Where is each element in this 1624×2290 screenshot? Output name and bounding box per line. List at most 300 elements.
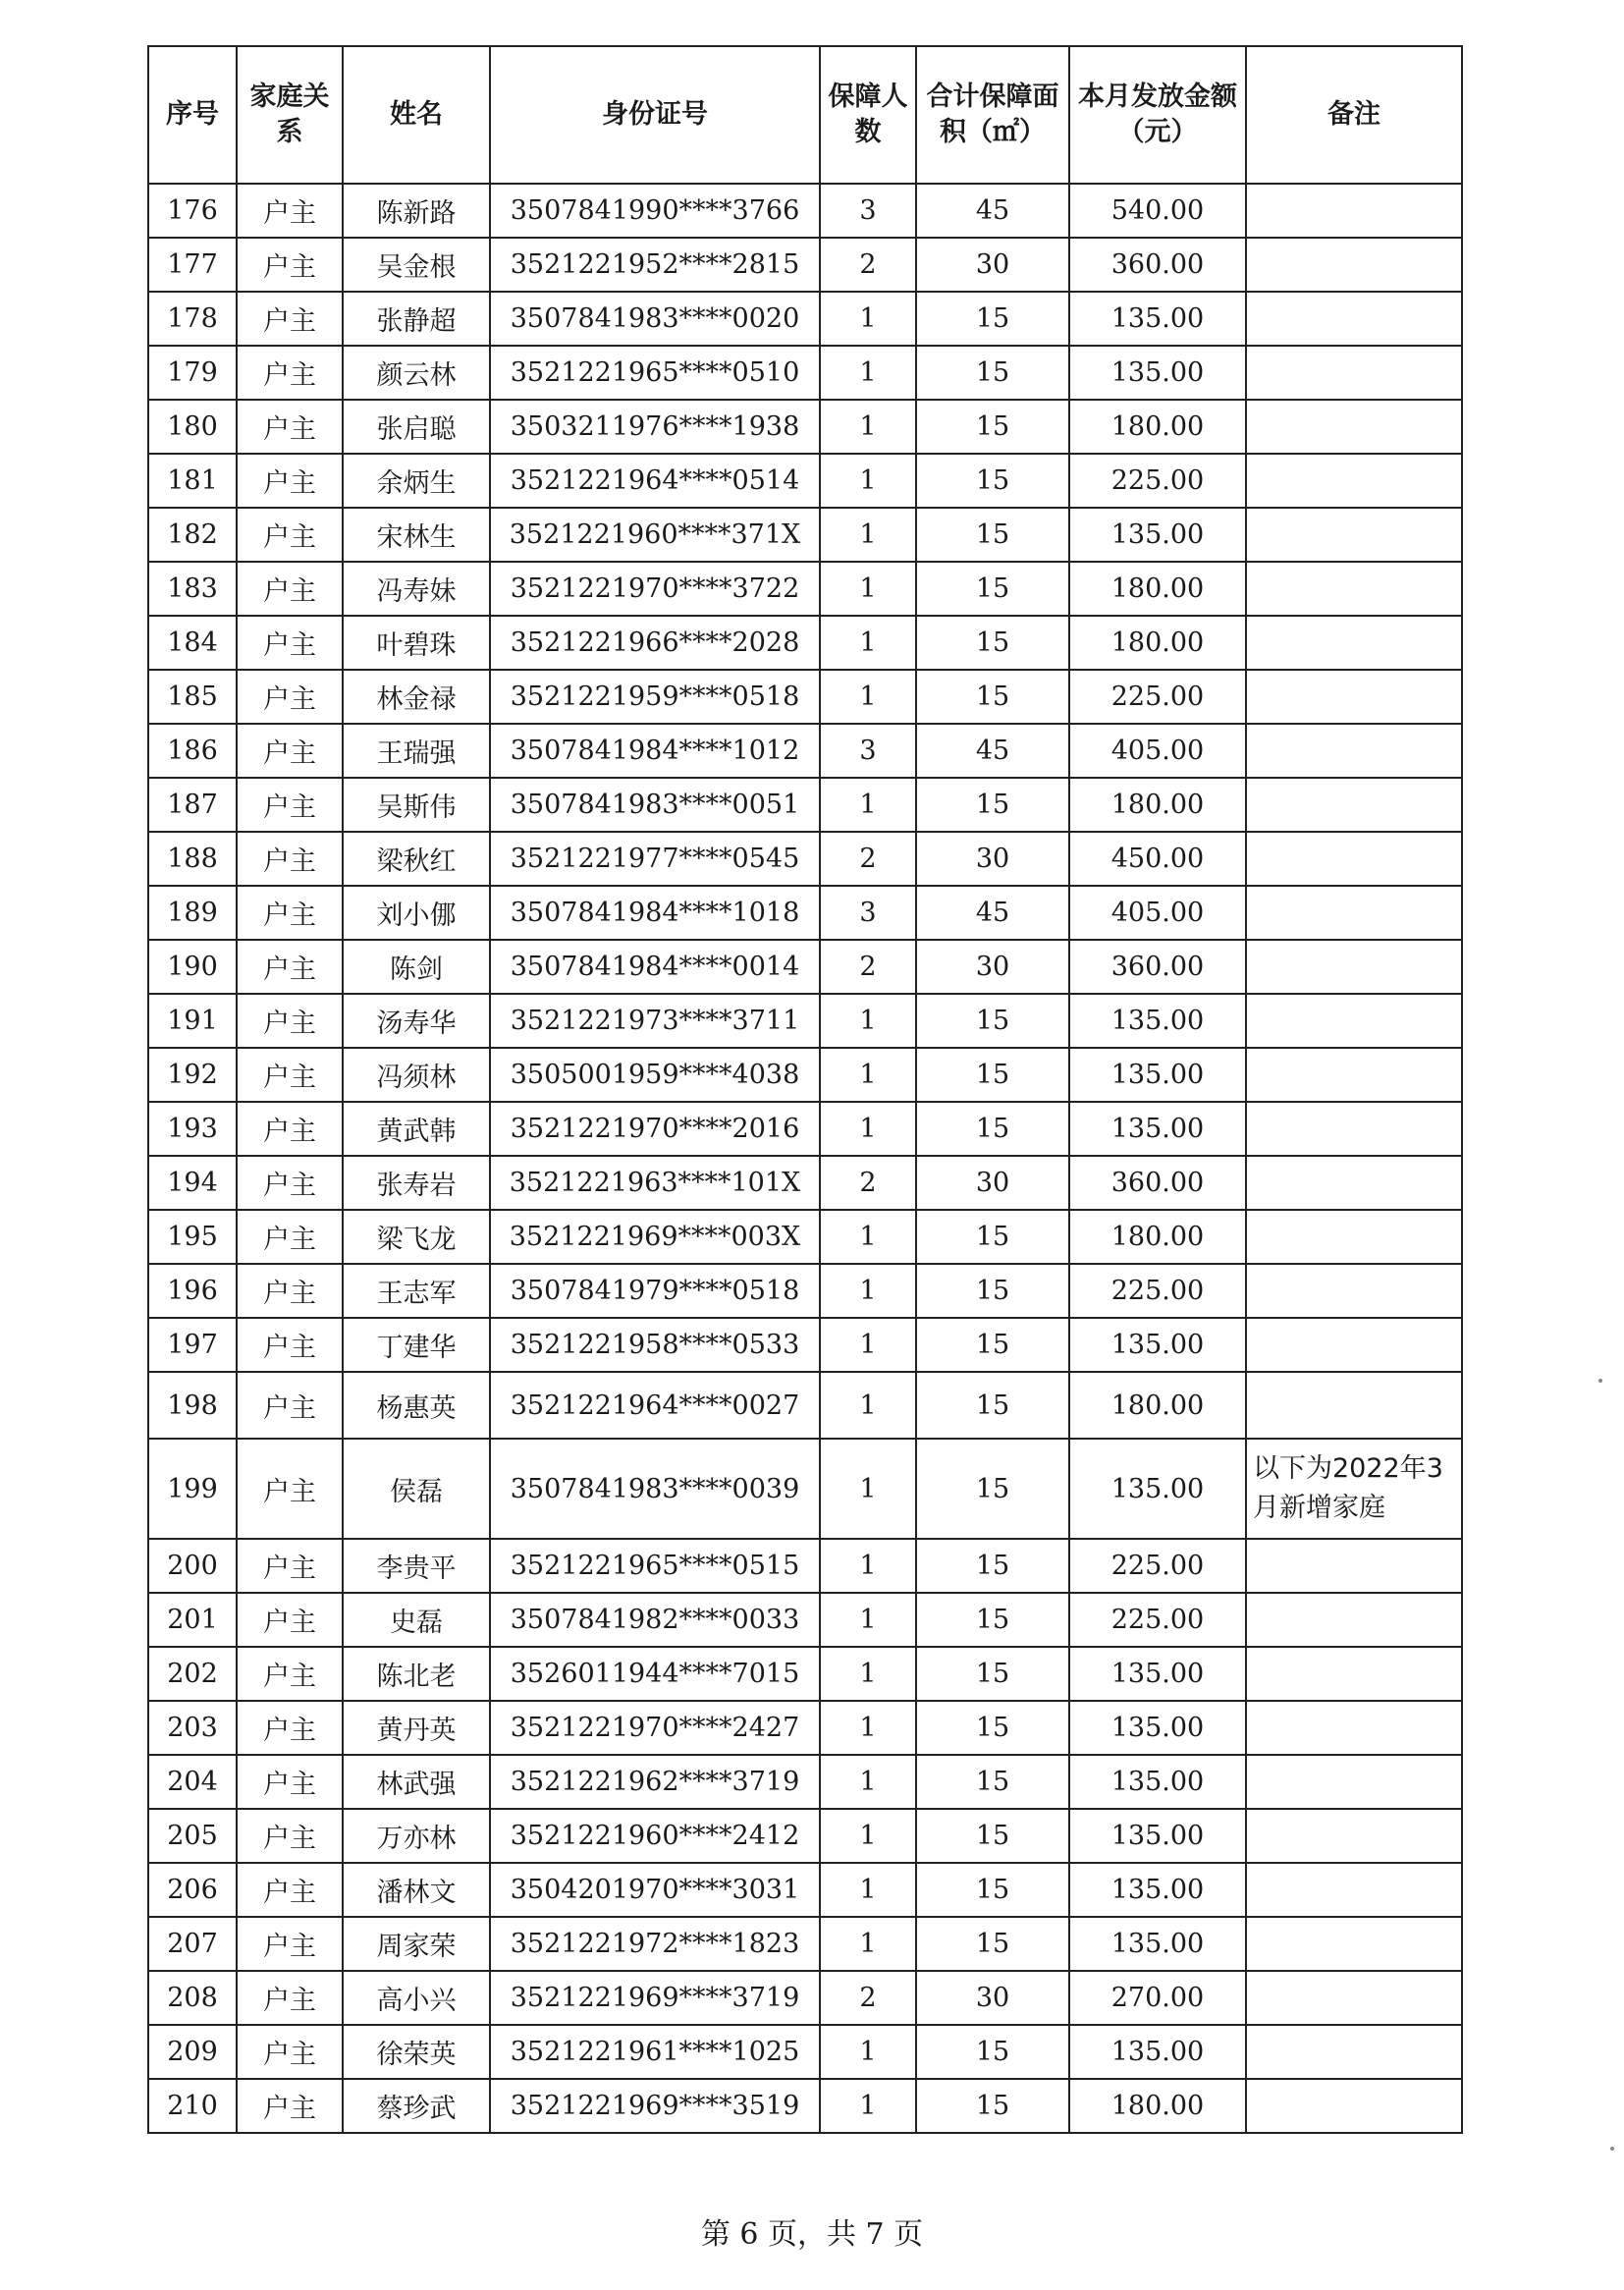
cell-amount: 405.00 xyxy=(1069,724,1246,778)
cell-remark xyxy=(1246,1102,1462,1156)
cell-area: 15 xyxy=(916,1863,1069,1917)
table-row xyxy=(148,1701,1462,1755)
cell-amount: 225.00 xyxy=(1069,1539,1246,1593)
cell-id-number: 3521221966****2028 xyxy=(490,616,820,670)
cell-amount: 135.00 xyxy=(1069,1102,1246,1156)
table-header xyxy=(148,46,1462,184)
cell-name: 史磊 xyxy=(343,1593,490,1647)
table-row xyxy=(148,724,1462,778)
cell-relation: 户主 xyxy=(237,1210,343,1264)
cell-amount: 135.00 xyxy=(1069,1439,1246,1539)
cell-remark xyxy=(1246,778,1462,832)
cell-name: 张静超 xyxy=(343,292,490,346)
cell-area: 15 xyxy=(916,2025,1069,2079)
cell-relation: 户主 xyxy=(237,724,343,778)
cell-id-number: 3521221952****2815 xyxy=(490,238,820,292)
cell-remark xyxy=(1246,1372,1462,1439)
cell-relation: 户主 xyxy=(237,1048,343,1102)
cell-id-number: 3521221958****0533 xyxy=(490,1318,820,1372)
cell-amount: 225.00 xyxy=(1069,670,1246,724)
cell-seq: 178 xyxy=(148,292,237,346)
table-row xyxy=(148,184,1462,238)
cell-amount: 180.00 xyxy=(1069,2079,1246,2133)
cell-name: 叶碧珠 xyxy=(343,616,490,670)
cell-name: 林金禄 xyxy=(343,670,490,724)
cell-name: 潘林文 xyxy=(343,1863,490,1917)
cell-area: 15 xyxy=(916,616,1069,670)
subsidy-roster-table xyxy=(147,45,1463,2134)
cell-seq: 185 xyxy=(148,670,237,724)
cell-seq: 198 xyxy=(148,1372,237,1439)
cell-amount: 405.00 xyxy=(1069,886,1246,940)
cell-area: 15 xyxy=(916,508,1069,562)
cell-area: 15 xyxy=(916,1539,1069,1593)
cell-amount: 135.00 xyxy=(1069,508,1246,562)
cell-id-number: 3521221977****0545 xyxy=(490,832,820,886)
cell-id-number: 3521221970****2016 xyxy=(490,1102,820,1156)
cell-relation: 户主 xyxy=(237,1701,343,1755)
header-remark: 备注 xyxy=(1246,46,1462,184)
cell-seq: 197 xyxy=(148,1318,237,1372)
cell-name: 张寿岩 xyxy=(343,1156,490,1210)
cell-relation: 户主 xyxy=(237,1439,343,1539)
cell-id-number: 3521221964****0027 xyxy=(490,1372,820,1439)
cell-remark xyxy=(1246,616,1462,670)
table-row xyxy=(148,886,1462,940)
cell-persons: 1 xyxy=(820,1755,916,1809)
cell-name: 梁飞龙 xyxy=(343,1210,490,1264)
cell-amount: 135.00 xyxy=(1069,1863,1246,1917)
cell-persons: 1 xyxy=(820,454,916,508)
cell-seq: 179 xyxy=(148,346,237,400)
cell-relation: 户主 xyxy=(237,400,343,454)
cell-area: 30 xyxy=(916,1156,1069,1210)
cell-remark xyxy=(1246,724,1462,778)
cell-amount: 135.00 xyxy=(1069,1755,1246,1809)
cell-relation: 户主 xyxy=(237,886,343,940)
cell-amount: 135.00 xyxy=(1069,2025,1246,2079)
cell-name: 陈新路 xyxy=(343,184,490,238)
cell-persons: 1 xyxy=(820,346,916,400)
cell-relation: 户主 xyxy=(237,1863,343,1917)
cell-persons: 1 xyxy=(820,508,916,562)
cell-amount: 135.00 xyxy=(1069,994,1246,1048)
table-row xyxy=(148,1439,1462,1539)
cell-id-number: 3504201970****3031 xyxy=(490,1863,820,1917)
cell-seq: 177 xyxy=(148,238,237,292)
cell-seq: 176 xyxy=(148,184,237,238)
cell-persons: 3 xyxy=(820,886,916,940)
cell-area: 15 xyxy=(916,1755,1069,1809)
cell-name: 吴金根 xyxy=(343,238,490,292)
cell-remark xyxy=(1246,1701,1462,1755)
cell-seq: 189 xyxy=(148,886,237,940)
cell-persons: 2 xyxy=(820,1971,916,2025)
table-row xyxy=(148,1971,1462,2025)
cell-id-number: 3521221959****0518 xyxy=(490,670,820,724)
cell-id-number: 3503211976****1938 xyxy=(490,400,820,454)
cell-amount: 135.00 xyxy=(1069,1318,1246,1372)
cell-persons: 1 xyxy=(820,1539,916,1593)
cell-persons: 1 xyxy=(820,1372,916,1439)
table-row xyxy=(148,400,1462,454)
cell-amount: 180.00 xyxy=(1069,400,1246,454)
cell-remark xyxy=(1246,238,1462,292)
cell-persons: 1 xyxy=(820,2025,916,2079)
cell-area: 15 xyxy=(916,1102,1069,1156)
cell-amount: 180.00 xyxy=(1069,616,1246,670)
cell-remark xyxy=(1246,1863,1462,1917)
cell-remark xyxy=(1246,1755,1462,1809)
cell-area: 15 xyxy=(916,778,1069,832)
cell-persons: 2 xyxy=(820,238,916,292)
cell-remark xyxy=(1246,2025,1462,2079)
cell-name: 高小兴 xyxy=(343,1971,490,2025)
cell-remark xyxy=(1246,994,1462,1048)
cell-area: 45 xyxy=(916,184,1069,238)
cell-id-number: 3521221973****3711 xyxy=(490,994,820,1048)
cell-id-number: 3505001959****4038 xyxy=(490,1048,820,1102)
cell-area: 15 xyxy=(916,1439,1069,1539)
cell-seq: 193 xyxy=(148,1102,237,1156)
cell-seq: 202 xyxy=(148,1647,237,1701)
table-row xyxy=(148,1372,1462,1439)
cell-id-number: 3521221964****0514 xyxy=(490,454,820,508)
page-number: 第 6 页，共 7 页 xyxy=(700,2217,924,2252)
cell-id-number: 3507841983****0020 xyxy=(490,292,820,346)
cell-area: 30 xyxy=(916,940,1069,994)
table-row xyxy=(148,670,1462,724)
cell-remark xyxy=(1246,2079,1462,2133)
table-row xyxy=(148,346,1462,400)
header-amount: 本月发放金额（元） xyxy=(1069,46,1246,184)
cell-amount: 225.00 xyxy=(1069,454,1246,508)
cell-amount: 135.00 xyxy=(1069,1809,1246,1863)
cell-relation: 户主 xyxy=(237,1593,343,1647)
cell-amount: 180.00 xyxy=(1069,1210,1246,1264)
cell-relation: 户主 xyxy=(237,184,343,238)
cell-remark xyxy=(1246,184,1462,238)
cell-seq: 206 xyxy=(148,1863,237,1917)
cell-area: 15 xyxy=(916,1809,1069,1863)
cell-area: 15 xyxy=(916,1264,1069,1318)
cell-persons: 1 xyxy=(820,1264,916,1318)
cell-seq: 186 xyxy=(148,724,237,778)
cell-amount: 135.00 xyxy=(1069,1048,1246,1102)
cell-amount: 540.00 xyxy=(1069,184,1246,238)
cell-id-number: 3507841983****0051 xyxy=(490,778,820,832)
cell-relation: 户主 xyxy=(237,508,343,562)
cell-amount: 225.00 xyxy=(1069,1264,1246,1318)
cell-remark xyxy=(1246,1809,1462,1863)
table-row xyxy=(148,1863,1462,1917)
cell-persons: 1 xyxy=(820,1701,916,1755)
cell-seq: 210 xyxy=(148,2079,237,2133)
cell-relation: 户主 xyxy=(237,1264,343,1318)
cell-id-number: 3521221969****003X xyxy=(490,1210,820,1264)
cell-id-number: 3521221970****3722 xyxy=(490,562,820,616)
cell-name: 李贵平 xyxy=(343,1539,490,1593)
header-seq: 序号 xyxy=(148,46,237,184)
cell-name: 黄丹英 xyxy=(343,1701,490,1755)
cell-seq: 207 xyxy=(148,1917,237,1971)
cell-seq: 199 xyxy=(148,1439,237,1539)
cell-amount: 135.00 xyxy=(1069,292,1246,346)
cell-area: 15 xyxy=(916,1917,1069,1971)
cell-relation: 户主 xyxy=(237,1318,343,1372)
cell-remark xyxy=(1246,940,1462,994)
header-id-number: 身份证号 xyxy=(490,46,820,184)
cell-id-number: 3521221961****1025 xyxy=(490,2025,820,2079)
cell-name: 徐荣英 xyxy=(343,2025,490,2079)
table-row xyxy=(148,562,1462,616)
cell-relation: 户主 xyxy=(237,670,343,724)
cell-seq: 203 xyxy=(148,1701,237,1755)
cell-amount: 270.00 xyxy=(1069,1971,1246,2025)
cell-amount: 180.00 xyxy=(1069,778,1246,832)
cell-area: 30 xyxy=(916,832,1069,886)
table-row xyxy=(148,1755,1462,1809)
cell-persons: 1 xyxy=(820,292,916,346)
cell-area: 15 xyxy=(916,1593,1069,1647)
table-body xyxy=(148,184,1462,2133)
cell-persons: 1 xyxy=(820,562,916,616)
cell-area: 15 xyxy=(916,1701,1069,1755)
cell-seq: 205 xyxy=(148,1809,237,1863)
cell-amount: 360.00 xyxy=(1069,238,1246,292)
table-row xyxy=(148,1539,1462,1593)
cell-amount: 135.00 xyxy=(1069,1647,1246,1701)
cell-remark xyxy=(1246,1647,1462,1701)
cell-seq: 208 xyxy=(148,1971,237,2025)
cell-relation: 户主 xyxy=(237,1156,343,1210)
cell-name: 丁建华 xyxy=(343,1318,490,1372)
cell-area: 15 xyxy=(916,1372,1069,1439)
cell-relation: 户主 xyxy=(237,2079,343,2133)
table-row xyxy=(148,616,1462,670)
header-persons: 保障人数 xyxy=(820,46,916,184)
table-row xyxy=(148,454,1462,508)
table-row xyxy=(148,1102,1462,1156)
cell-seq: 200 xyxy=(148,1539,237,1593)
cell-remark xyxy=(1246,1971,1462,2025)
cell-seq: 191 xyxy=(148,994,237,1048)
cell-seq: 190 xyxy=(148,940,237,994)
cell-id-number: 3507841983****0039 xyxy=(490,1439,820,1539)
cell-amount: 180.00 xyxy=(1069,1372,1246,1439)
table-row xyxy=(148,1156,1462,1210)
cell-seq: 192 xyxy=(148,1048,237,1102)
cell-name: 刘小㑚 xyxy=(343,886,490,940)
cell-area: 15 xyxy=(916,400,1069,454)
cell-seq: 209 xyxy=(148,2025,237,2079)
cell-relation: 户主 xyxy=(237,778,343,832)
cell-name: 张启聪 xyxy=(343,400,490,454)
cell-seq: 182 xyxy=(148,508,237,562)
cell-name: 王瑞强 xyxy=(343,724,490,778)
cell-id-number: 3507841990****3766 xyxy=(490,184,820,238)
cell-area: 15 xyxy=(916,2079,1069,2133)
cell-persons: 1 xyxy=(820,1809,916,1863)
cell-persons: 1 xyxy=(820,994,916,1048)
table-row xyxy=(148,238,1462,292)
table-row xyxy=(148,1647,1462,1701)
cell-id-number: 3521221969****3719 xyxy=(490,1971,820,2025)
cell-relation: 户主 xyxy=(237,1971,343,2025)
cell-id-number: 3521221963****101X xyxy=(490,1156,820,1210)
cell-relation: 户主 xyxy=(237,1102,343,1156)
cell-seq: 188 xyxy=(148,832,237,886)
cell-name: 周家荣 xyxy=(343,1917,490,1971)
cell-persons: 1 xyxy=(820,1102,916,1156)
cell-persons: 1 xyxy=(820,2079,916,2133)
table-row xyxy=(148,994,1462,1048)
cell-relation: 户主 xyxy=(237,994,343,1048)
cell-relation: 户主 xyxy=(237,292,343,346)
cell-id-number: 3521221962****3719 xyxy=(490,1755,820,1809)
header-name: 姓名 xyxy=(343,46,490,184)
cell-relation: 户主 xyxy=(237,238,343,292)
cell-name: 侯磊 xyxy=(343,1439,490,1539)
cell-remark xyxy=(1246,1210,1462,1264)
cell-area: 15 xyxy=(916,346,1069,400)
cell-name: 吴斯伟 xyxy=(343,778,490,832)
table-row xyxy=(148,832,1462,886)
cell-remark xyxy=(1246,1917,1462,1971)
cell-persons: 3 xyxy=(820,724,916,778)
cell-relation: 户主 xyxy=(237,1372,343,1439)
cell-remark xyxy=(1246,1264,1462,1318)
cell-persons: 1 xyxy=(820,616,916,670)
cell-area: 15 xyxy=(916,994,1069,1048)
cell-relation: 户主 xyxy=(237,940,343,994)
cell-id-number: 3521221970****2427 xyxy=(490,1701,820,1755)
cell-relation: 户主 xyxy=(237,616,343,670)
cell-seq: 201 xyxy=(148,1593,237,1647)
table-row xyxy=(148,1917,1462,1971)
cell-area: 15 xyxy=(916,1647,1069,1701)
cell-remark xyxy=(1246,400,1462,454)
cell-amount: 135.00 xyxy=(1069,1917,1246,1971)
cell-persons: 1 xyxy=(820,1863,916,1917)
cell-relation: 户主 xyxy=(237,346,343,400)
cell-amount: 135.00 xyxy=(1069,346,1246,400)
cell-remark xyxy=(1246,562,1462,616)
cell-amount: 360.00 xyxy=(1069,1156,1246,1210)
cell-persons: 2 xyxy=(820,832,916,886)
cell-amount: 180.00 xyxy=(1069,562,1246,616)
cell-id-number: 3521221969****3519 xyxy=(490,2079,820,2133)
cell-seq: 187 xyxy=(148,778,237,832)
cell-seq: 196 xyxy=(148,1264,237,1318)
scan-speck xyxy=(1598,1379,1602,1383)
cell-remark xyxy=(1246,1593,1462,1647)
cell-remark xyxy=(1246,670,1462,724)
cell-remark xyxy=(1246,508,1462,562)
cell-seq: 204 xyxy=(148,1755,237,1809)
cell-relation: 户主 xyxy=(237,1917,343,1971)
cell-id-number: 3507841979****0518 xyxy=(490,1264,820,1318)
cell-id-number: 3507841984****0014 xyxy=(490,940,820,994)
cell-id-number: 3507841982****0033 xyxy=(490,1593,820,1647)
cell-area: 15 xyxy=(916,454,1069,508)
cell-id-number: 3507841984****1012 xyxy=(490,724,820,778)
table-row xyxy=(148,940,1462,994)
cell-persons: 1 xyxy=(820,670,916,724)
cell-area: 15 xyxy=(916,670,1069,724)
cell-area: 45 xyxy=(916,724,1069,778)
cell-area: 15 xyxy=(916,1210,1069,1264)
cell-persons: 1 xyxy=(820,1318,916,1372)
cell-relation: 户主 xyxy=(237,832,343,886)
cell-name: 冯须林 xyxy=(343,1048,490,1102)
cell-remark xyxy=(1246,1318,1462,1372)
cell-amount: 360.00 xyxy=(1069,940,1246,994)
cell-area: 15 xyxy=(916,1048,1069,1102)
table-row xyxy=(148,1264,1462,1318)
cell-area: 30 xyxy=(916,1971,1069,2025)
cell-area: 30 xyxy=(916,238,1069,292)
cell-id-number: 3521221960****371X xyxy=(490,508,820,562)
cell-persons: 3 xyxy=(820,184,916,238)
cell-relation: 户主 xyxy=(237,1755,343,1809)
cell-relation: 户主 xyxy=(237,1539,343,1593)
cell-name: 陈剑 xyxy=(343,940,490,994)
cell-remark xyxy=(1246,346,1462,400)
cell-persons: 1 xyxy=(820,1593,916,1647)
cell-remark xyxy=(1246,832,1462,886)
table-row xyxy=(148,508,1462,562)
cell-remark xyxy=(1246,1156,1462,1210)
cell-seq: 180 xyxy=(148,400,237,454)
cell-remark xyxy=(1246,1539,1462,1593)
cell-area: 15 xyxy=(916,292,1069,346)
cell-name: 陈北老 xyxy=(343,1647,490,1701)
cell-persons: 1 xyxy=(820,1647,916,1701)
cell-remark: 以下为2022年3月新增家庭 xyxy=(1246,1439,1462,1539)
table-row xyxy=(148,778,1462,832)
cell-id-number: 3521221965****0515 xyxy=(490,1539,820,1593)
header-relation: 家庭关系 xyxy=(237,46,343,184)
cell-name: 余炳生 xyxy=(343,454,490,508)
cell-area: 15 xyxy=(916,562,1069,616)
table-row xyxy=(148,1593,1462,1647)
cell-name: 王志军 xyxy=(343,1264,490,1318)
cell-seq: 181 xyxy=(148,454,237,508)
cell-area: 15 xyxy=(916,1318,1069,1372)
cell-id-number: 3526011944****7015 xyxy=(490,1647,820,1701)
cell-name: 蔡珍武 xyxy=(343,2079,490,2133)
table-row xyxy=(148,1210,1462,1264)
cell-id-number: 3507841984****1018 xyxy=(490,886,820,940)
table-row xyxy=(148,1809,1462,1863)
cell-relation: 户主 xyxy=(237,1647,343,1701)
cell-persons: 1 xyxy=(820,400,916,454)
cell-name: 颜云林 xyxy=(343,346,490,400)
cell-name: 汤寿华 xyxy=(343,994,490,1048)
cell-persons: 1 xyxy=(820,1210,916,1264)
cell-area: 45 xyxy=(916,886,1069,940)
cell-name: 梁秋红 xyxy=(343,832,490,886)
header-area: 合计保障面积（㎡） xyxy=(916,46,1069,184)
cell-persons: 2 xyxy=(820,940,916,994)
cell-relation: 户主 xyxy=(237,2025,343,2079)
cell-id-number: 3521221965****0510 xyxy=(490,346,820,400)
cell-seq: 195 xyxy=(148,1210,237,1264)
cell-relation: 户主 xyxy=(237,1809,343,1863)
cell-id-number: 3521221972****1823 xyxy=(490,1917,820,1971)
scan-speck xyxy=(1610,2147,1614,2151)
